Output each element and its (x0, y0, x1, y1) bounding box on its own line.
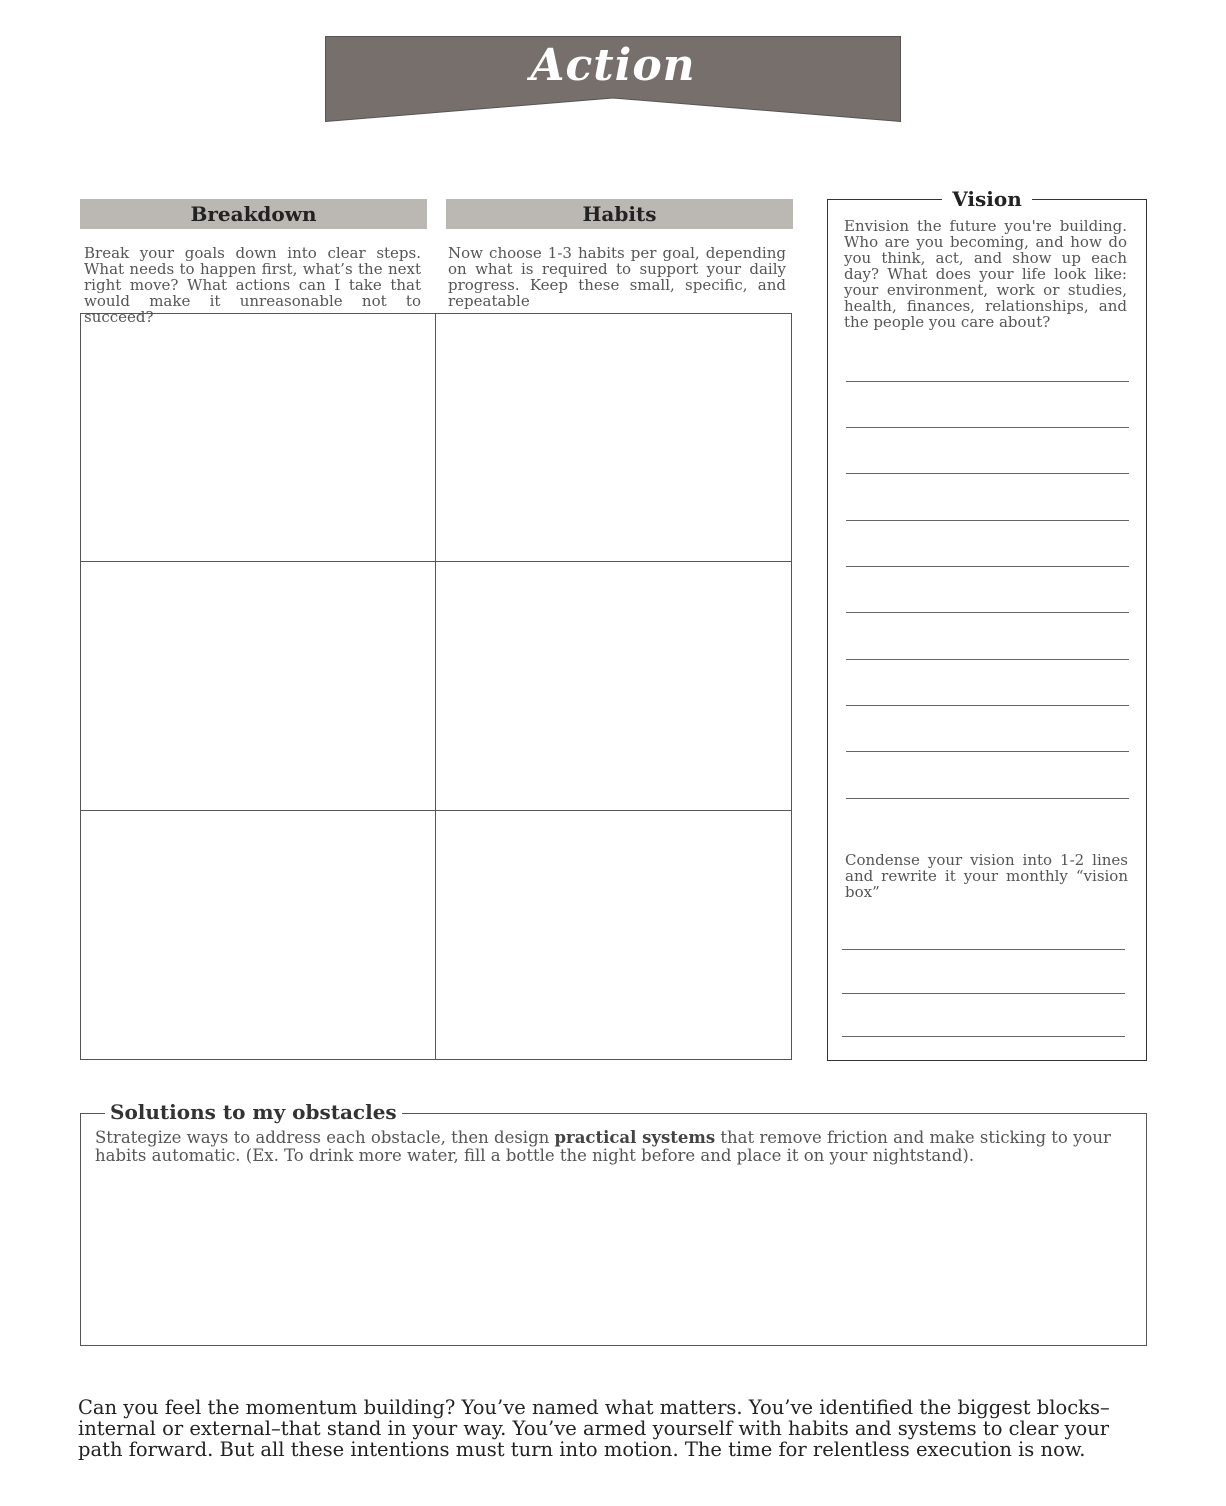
vision-description: Envision the future you're building. Who are you becoming, and how do you think, act, and show up each day? What does your life look like: your environment, work or studies, health, finances, relationships, and the people you care about? (844, 217, 1127, 331)
solutions-text-part: Strategize ways to address each obstacle, then design (95, 1128, 555, 1147)
breakdown-box-3[interactable] (81, 811, 436, 1059)
vision-writing-line[interactable] (846, 427, 1129, 428)
condense-prompt: Condense your vision into 1-2 lines and rewrite it your monthly “vision box” (845, 851, 1128, 901)
vision-writing-line[interactable] (846, 751, 1129, 752)
solutions-text-part: that remove friction and make sticking to your habits automatic. (Ex. To drink more water, fill a bottle the night before and place it on your nightstand). (95, 1128, 1111, 1165)
vision-box-line[interactable] (842, 993, 1125, 994)
vision-writing-line[interactable] (846, 612, 1129, 613)
vision-writing-line[interactable] (846, 520, 1129, 521)
vision-writing-line[interactable] (846, 381, 1129, 382)
habits-header: Habits (446, 199, 793, 229)
vision-writing-line[interactable] (846, 798, 1129, 799)
habits-description: Now choose 1-3 habits per goal, depending on what is required to support your daily progress. Keep these small, specific, and repeatable (448, 244, 786, 310)
solutions-box[interactable] (80, 1100, 1147, 1346)
title-banner (325, 36, 901, 122)
vision-box-line[interactable] (842, 1036, 1125, 1037)
page-title: Action (530, 40, 696, 91)
breakdown-box-1[interactable] (81, 314, 436, 562)
vision-writing-line[interactable] (846, 659, 1129, 660)
solutions-bold-text: practical systems (554, 1128, 716, 1147)
vision-writing-line[interactable] (846, 473, 1129, 474)
habits-box-3[interactable] (436, 811, 791, 1059)
breakdown-description: Break your goals down into clear steps. What needs to happen first, what’s the next right move? What actions can I take that would make it unreasonable not to succeed? (84, 244, 421, 326)
vision-box (827, 187, 1147, 1061)
breakdown-habits-grid (80, 313, 792, 1060)
breakdown-header: Breakdown (80, 199, 427, 229)
closing-paragraph: Can you feel the momentum building? You’ve named what matters. You’ve identified the biggest blocks–internal or external–that stand in your way. You’ve armed yourself with habits and systems to clear your path forward. But all these intentions must turn into motion. The time for relentless execution is now. (78, 1396, 1110, 1461)
vision-box-line[interactable] (842, 949, 1125, 950)
solutions-title: Solutions to my obstacles (105, 1100, 402, 1124)
vision-writing-line[interactable] (846, 566, 1129, 567)
habits-box-2[interactable] (436, 562, 791, 810)
vision-title: Vision (942, 187, 1032, 211)
habits-box-1[interactable] (436, 314, 791, 562)
breakdown-box-2[interactable] (81, 562, 436, 810)
solutions-description (95, 1129, 1125, 1165)
vision-writing-line[interactable] (846, 705, 1129, 706)
